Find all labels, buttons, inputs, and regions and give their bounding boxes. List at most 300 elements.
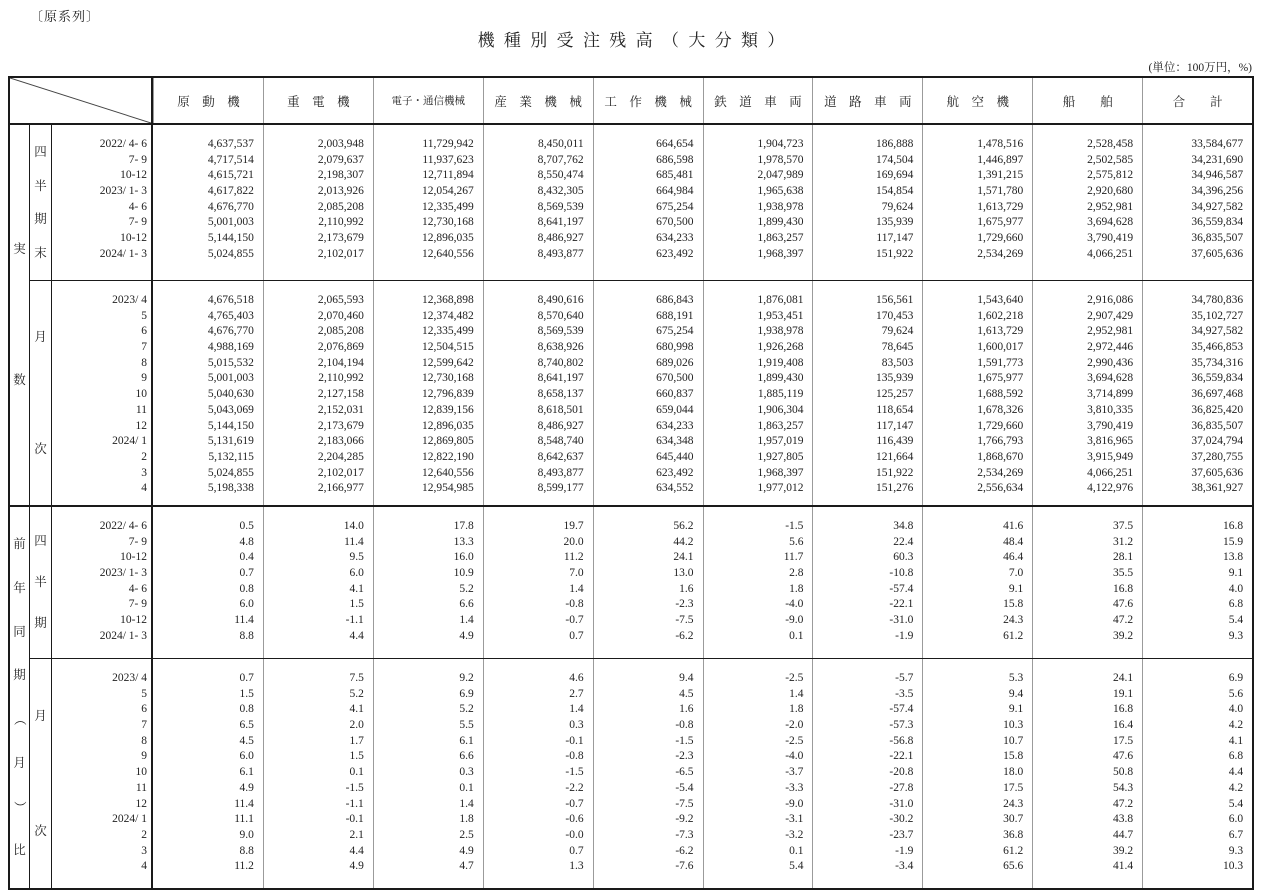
period-label: 10-12: [120, 169, 147, 182]
value-cell: 675,254: [656, 200, 694, 213]
value-cell: -31.0: [889, 614, 914, 627]
value-cell: 8,641,197: [537, 216, 584, 229]
value-cell: 2,047,989: [757, 169, 804, 182]
value-cell: 0.5: [239, 520, 254, 532]
value-cell: 7.0: [569, 567, 584, 580]
group-label: [30, 281, 52, 505]
value-cell: -9.2: [675, 813, 694, 826]
value-cell: 18.0: [1003, 766, 1024, 779]
value-cell: -0.1: [345, 813, 364, 826]
value-cell: 1,729,660: [977, 232, 1024, 245]
value-cell: 5.6: [1228, 687, 1244, 700]
value-cell: 116,439: [876, 435, 914, 448]
value-cell: 2.8: [789, 567, 804, 580]
value-cell: 78,645: [881, 341, 914, 354]
value-cell: 44.2: [673, 535, 694, 548]
period-label: 4: [141, 482, 147, 495]
value-cell: 2,079,637: [317, 153, 364, 166]
period-label: 12: [135, 797, 147, 810]
value-cell: -20.8: [889, 766, 914, 779]
table-row: [52, 613, 1252, 629]
value-cell: 12,504,515: [421, 341, 474, 354]
value-cell: 13.3: [453, 535, 474, 548]
value-cell: -2.5: [785, 672, 804, 684]
value-cell: -2.3: [675, 598, 694, 611]
value-cell: -4.0: [785, 598, 804, 611]
value-cell: 8,740,802: [537, 356, 584, 369]
value-cell: 685,481: [656, 169, 694, 182]
value-cell: -5.4: [675, 781, 694, 794]
period-label: 3: [141, 466, 147, 479]
value-cell: 4.6: [569, 672, 584, 684]
value-cell: 125,257: [875, 388, 914, 401]
value-cell: 30.7: [1003, 813, 1024, 826]
vertical-label-char: 月: [13, 755, 26, 770]
value-cell: 61.2: [1003, 629, 1024, 642]
table-row: [52, 781, 1252, 797]
value-cell: 2.1: [349, 828, 364, 841]
value-cell: 15.8: [1003, 750, 1024, 763]
value-cell: -22.1: [889, 598, 914, 611]
value-cell: 1,391,215: [977, 169, 1024, 182]
period-label: 7: [141, 341, 147, 354]
value-cell: 4,637,537: [207, 138, 254, 150]
value-cell: 14.0: [343, 520, 364, 532]
column-header: 航 空 機: [922, 78, 1032, 123]
value-cell: 12,839,156: [421, 403, 474, 416]
value-cell: 3,790,419: [1087, 232, 1134, 245]
value-cell: 135,939: [875, 216, 914, 229]
table-body: [10, 125, 1252, 888]
value-cell: 0.7: [569, 844, 584, 857]
value-cell: 1.8: [459, 813, 474, 826]
value-cell: 5.2: [349, 687, 364, 700]
value-cell: -3.1: [785, 813, 804, 826]
value-cell: 670,500: [656, 216, 694, 229]
value-cell: 2,575,812: [1087, 169, 1134, 182]
group-label: [30, 125, 52, 280]
period-label: 3: [141, 844, 147, 857]
value-cell: 623,492: [656, 466, 694, 479]
value-cell: 4.0: [1228, 582, 1244, 595]
value-cell: 1.4: [569, 703, 584, 716]
value-cell: 2,127,158: [317, 388, 364, 401]
value-cell: 2,102,017: [317, 247, 364, 260]
value-cell: 5.2: [459, 582, 474, 595]
value-cell: 79,624: [881, 200, 914, 213]
vertical-label-char: 月: [34, 329, 47, 344]
value-cell: 659,044: [656, 403, 694, 416]
value-cell: -0.8: [565, 750, 584, 763]
vertical-label-char: 半: [34, 575, 47, 590]
table-row: [52, 387, 1252, 403]
value-cell: -6.5: [675, 766, 694, 779]
table-row: [52, 356, 1252, 372]
vertical-label-char: 同: [13, 624, 26, 639]
value-cell: 3,915,949: [1087, 450, 1134, 463]
table-row: [52, 566, 1252, 582]
value-cell: 623,492: [656, 247, 694, 260]
vertical-label-char: ）: [12, 800, 27, 814]
value-cell: 12,335,499: [421, 325, 474, 338]
value-cell: 169,694: [875, 169, 914, 182]
value-cell: -3.2: [785, 828, 804, 841]
value-cell: 4.5: [679, 687, 694, 700]
value-cell: 5,144,150: [207, 232, 254, 245]
value-cell: 6.8: [1228, 598, 1244, 611]
value-cell: 35.5: [1113, 567, 1134, 580]
value-cell: 11,937,623: [422, 153, 474, 166]
value-cell: 4.4: [349, 629, 364, 642]
value-cell: 37.5: [1113, 520, 1134, 532]
vertical-label-char: 月: [34, 709, 47, 723]
value-cell: 1,571,780: [977, 185, 1024, 198]
period-label: 10-12: [120, 614, 147, 627]
vertical-label-char: 末: [34, 245, 47, 260]
value-cell: 12,599,642: [421, 356, 474, 369]
unit-note: (単位：100万円，%): [1148, 62, 1252, 74]
vertical-label-char: 四: [34, 534, 47, 549]
value-cell: 83,503: [881, 356, 914, 369]
period-label: 8: [141, 734, 147, 747]
period-label: 10-12: [120, 232, 147, 245]
value-cell: 1,899,430: [757, 372, 804, 385]
value-cell: 4,122,976: [1087, 482, 1134, 495]
value-cell: 1,977,012: [757, 482, 804, 495]
value-cell: 686,598: [656, 153, 694, 166]
value-cell: 7.0: [1008, 567, 1024, 580]
value-cell: 50.8: [1113, 766, 1134, 779]
value-cell: -56.8: [889, 734, 914, 747]
value-cell: -4.0: [785, 750, 804, 763]
value-cell: 12,869,805: [421, 435, 474, 448]
value-cell: 0.8: [239, 703, 254, 716]
value-cell: 1,863,257: [757, 232, 804, 245]
vertical-label-char: 次: [34, 823, 47, 838]
table-row: [52, 231, 1252, 247]
table-row: [52, 582, 1252, 598]
value-cell: 4,676,518: [207, 294, 254, 306]
value-cell: 4,066,251: [1087, 466, 1134, 479]
value-cell: 186,888: [875, 138, 914, 150]
value-cell: 2,534,269: [977, 247, 1024, 260]
value-cell: 8,638,926: [537, 341, 584, 354]
value-cell: 1,766,793: [977, 435, 1024, 448]
value-cell: 151,276: [875, 482, 914, 495]
value-cell: 3,790,419: [1087, 419, 1134, 432]
row-group: [30, 125, 1252, 280]
table-row: [52, 403, 1252, 419]
value-cell: 37,605,636: [1191, 247, 1244, 260]
value-cell: 2,166,977: [317, 482, 364, 495]
value-cell: 41.4: [1113, 860, 1134, 873]
value-cell: 2,198,307: [317, 169, 364, 182]
value-cell: 8,432,305: [537, 185, 584, 198]
value-cell: 0.1: [459, 781, 474, 794]
value-cell: -3.4: [895, 860, 914, 873]
table-row: [52, 466, 1252, 482]
value-cell: 9.1: [1008, 703, 1024, 716]
value-cell: 37,605,636: [1191, 466, 1244, 479]
value-cell: 2,110,992: [318, 372, 364, 385]
value-cell: 8,599,177: [537, 482, 584, 495]
table-row: [52, 419, 1252, 435]
row-group: [30, 280, 1252, 505]
value-cell: 36,835,507: [1191, 419, 1244, 432]
section-groups: [30, 507, 1252, 888]
value-cell: 38,361,927: [1191, 482, 1244, 495]
value-cell: 35,466,853: [1191, 341, 1244, 354]
value-cell: 6.1: [459, 734, 474, 747]
value-cell: 60.3: [893, 551, 914, 564]
value-cell: -1.5: [785, 520, 804, 532]
value-cell: 154,854: [875, 185, 914, 198]
value-cell: 10.9: [453, 567, 474, 580]
value-cell: 11.2: [563, 551, 584, 564]
value-cell: 680,998: [656, 341, 694, 354]
value-cell: 10.3: [1003, 719, 1024, 732]
corner-cell: [10, 78, 153, 123]
value-cell: 4.9: [349, 860, 364, 873]
group-label: [30, 507, 52, 658]
value-cell: -27.8: [889, 781, 914, 794]
period-label: 11: [135, 403, 147, 416]
table-row: [52, 844, 1252, 860]
value-cell: 5,131,619: [207, 435, 254, 448]
value-cell: 39.2: [1113, 844, 1134, 857]
value-cell: 8.8: [239, 844, 254, 857]
value-cell: 634,348: [656, 435, 694, 448]
value-cell: 2,102,017: [317, 466, 364, 479]
column-header: 道 路 車 両: [812, 78, 922, 123]
vertical-label-char: （: [12, 713, 27, 726]
section-label: [10, 507, 30, 888]
value-cell: 1,729,660: [977, 419, 1024, 432]
value-cell: 5.4: [1228, 797, 1244, 810]
value-cell: 660,837: [656, 388, 694, 401]
column-header: 合 計: [1142, 78, 1252, 123]
table-row: [52, 450, 1252, 466]
period-label: 2: [141, 450, 147, 463]
period-label: 12: [135, 419, 147, 432]
value-cell: 12,368,898: [421, 294, 474, 306]
value-cell: 8,618,501: [537, 403, 584, 416]
value-cell: 54.3: [1113, 781, 1134, 794]
value-cell: 12,954,985: [421, 482, 474, 495]
value-cell: 9.4: [1008, 687, 1024, 700]
table-row: [52, 765, 1252, 781]
value-cell: 2,076,869: [317, 341, 364, 354]
period-label: 2024/ 1- 3: [99, 247, 147, 260]
value-cell: -3.5: [895, 687, 914, 700]
value-cell: 11.1: [234, 813, 254, 826]
value-cell: 2,183,066: [317, 435, 364, 448]
column-header: 船 舶: [1032, 78, 1142, 123]
value-cell: 1,938,978: [757, 325, 804, 338]
value-cell: -57.4: [889, 582, 914, 595]
value-cell: 24.1: [673, 551, 694, 564]
period-label: 9: [141, 372, 147, 385]
value-cell: 12,640,556: [421, 466, 474, 479]
value-cell: 10.7: [1003, 734, 1024, 747]
value-cell: 19.1: [1113, 687, 1134, 700]
value-cell: 17.5: [1113, 734, 1134, 747]
period-label: 8: [141, 356, 147, 369]
value-cell: 1,953,451: [757, 309, 804, 322]
value-cell: 24.3: [1003, 797, 1024, 810]
group-rows: [52, 281, 1252, 505]
value-cell: 2.7: [569, 687, 584, 700]
value-cell: 2,013,926: [317, 185, 364, 198]
value-cell: 675,254: [656, 325, 694, 338]
period-label: 2023/ 1- 3: [99, 185, 147, 198]
value-cell: 15.9: [1222, 535, 1244, 548]
value-cell: 1,868,670: [977, 450, 1024, 463]
value-cell: -1.9: [895, 844, 914, 857]
value-cell: -7.6: [675, 860, 694, 873]
vertical-label-char: 数: [13, 373, 26, 388]
value-cell: 36,697,468: [1191, 388, 1244, 401]
vertical-label-char: 半: [34, 178, 47, 193]
value-cell: 3,694,628: [1087, 372, 1134, 385]
period-label: 6: [141, 703, 147, 716]
value-cell: 8.8: [239, 629, 254, 642]
value-cell: 24.1: [1113, 672, 1134, 684]
value-cell: 686,843: [656, 294, 694, 306]
value-cell: 5,001,003: [207, 216, 254, 229]
value-cell: 4,717,514: [207, 153, 254, 166]
value-cell: 0.8: [239, 582, 254, 595]
value-cell: -3.7: [785, 766, 804, 779]
value-cell: 1.7: [349, 734, 364, 747]
value-cell: 4.2: [1228, 719, 1244, 732]
value-cell: 39.2: [1113, 629, 1134, 642]
value-cell: 17.5: [1003, 781, 1024, 794]
value-cell: 20.0: [563, 535, 584, 548]
value-cell: 8,570,640: [537, 309, 584, 322]
vertical-label-char: 前: [13, 537, 26, 552]
table-header: [10, 78, 1252, 125]
value-cell: 2,173,679: [317, 232, 364, 245]
value-cell: 688,191: [656, 309, 694, 322]
value-cell: 12,730,168: [421, 216, 474, 229]
period-label: 2024/ 1: [112, 813, 147, 826]
value-cell: 8,641,197: [537, 372, 584, 385]
value-cell: 4.5: [239, 734, 254, 747]
table-row: [52, 535, 1252, 551]
value-cell: 11.7: [783, 551, 804, 564]
value-cell: 34,231,690: [1191, 153, 1244, 166]
period-label: 4- 6: [128, 200, 147, 213]
value-cell: 28.1: [1113, 551, 1134, 564]
value-cell: 36,835,507: [1191, 232, 1244, 245]
value-cell: 1.4: [459, 797, 474, 810]
value-cell: 135,939: [875, 372, 914, 385]
value-cell: 47.6: [1113, 598, 1134, 611]
value-cell: 36,559,834: [1191, 216, 1244, 229]
value-cell: 4,676,770: [207, 200, 254, 213]
value-cell: 9.1: [1228, 567, 1244, 580]
period-label: 10-12: [120, 551, 147, 564]
value-cell: 31.2: [1113, 535, 1134, 548]
value-cell: 1.8: [789, 582, 804, 595]
value-cell: 43.8: [1113, 813, 1134, 826]
value-cell: 4,676,770: [207, 325, 254, 338]
value-cell: 117,147: [876, 232, 914, 245]
value-cell: 12,335,499: [421, 200, 474, 213]
value-cell: 1.3: [569, 860, 584, 873]
table-row: [52, 597, 1252, 613]
table-row: [52, 828, 1252, 844]
value-cell: 118,654: [876, 403, 914, 416]
value-cell: 0.7: [239, 672, 254, 684]
value-cell: 79,624: [881, 325, 914, 338]
value-cell: 13.8: [1222, 551, 1244, 564]
value-cell: 36.8: [1003, 828, 1024, 841]
value-cell: 12,896,035: [421, 419, 474, 432]
value-cell: 1,876,081: [757, 294, 804, 306]
value-cell: 8,658,137: [537, 388, 584, 401]
period-label: 4: [141, 860, 147, 873]
value-cell: 2,528,458: [1087, 138, 1134, 150]
value-cell: 3,714,899: [1087, 388, 1134, 401]
value-cell: 17.8: [453, 520, 474, 532]
value-cell: -9.0: [785, 614, 804, 627]
value-cell: -5.7: [895, 672, 914, 684]
table-row: [52, 247, 1252, 263]
value-cell: 19.7: [563, 520, 584, 532]
section-groups: [30, 125, 1252, 505]
diagonal-line: [10, 78, 151, 123]
value-cell: 8,486,927: [537, 419, 584, 432]
value-cell: 170,453: [875, 309, 914, 322]
value-cell: 1,446,897: [977, 153, 1024, 166]
value-cell: -1.5: [675, 734, 694, 747]
table-row: [52, 718, 1252, 734]
period-label: 7- 9: [128, 598, 147, 611]
value-cell: 1,543,640: [977, 294, 1024, 306]
value-cell: 2,952,981: [1087, 200, 1134, 213]
value-cell: 1,927,805: [757, 450, 804, 463]
value-cell: -6.2: [675, 629, 694, 642]
value-cell: 1,957,019: [757, 435, 804, 448]
value-cell: 1,926,268: [757, 341, 804, 354]
value-cell: 2,110,992: [318, 216, 364, 229]
value-cell: 8,493,877: [537, 247, 584, 260]
period-label: 7: [141, 719, 147, 732]
group-label: [30, 659, 52, 888]
value-cell: 5.2: [459, 703, 474, 716]
table-row: [52, 702, 1252, 718]
value-cell: 61.2: [1003, 844, 1024, 857]
value-cell: 4.4: [349, 844, 364, 857]
section: [10, 125, 1252, 505]
value-cell: 11.2: [234, 860, 254, 873]
value-cell: -1.5: [565, 766, 584, 779]
value-cell: -7.5: [675, 614, 694, 627]
column-header: 鉄 道 車 両: [703, 78, 813, 123]
value-cell: 6.7: [1228, 828, 1244, 841]
statistics-table: [8, 76, 1254, 890]
value-cell: 4.1: [349, 582, 364, 595]
value-cell: 5,040,630: [207, 388, 254, 401]
value-cell: 6.0: [1228, 813, 1244, 826]
value-cell: 0.1: [349, 766, 364, 779]
value-cell: 56.2: [673, 520, 694, 532]
table-row: [52, 434, 1252, 450]
value-cell: 4,765,403: [207, 309, 254, 322]
value-cell: 4.1: [1228, 734, 1244, 747]
